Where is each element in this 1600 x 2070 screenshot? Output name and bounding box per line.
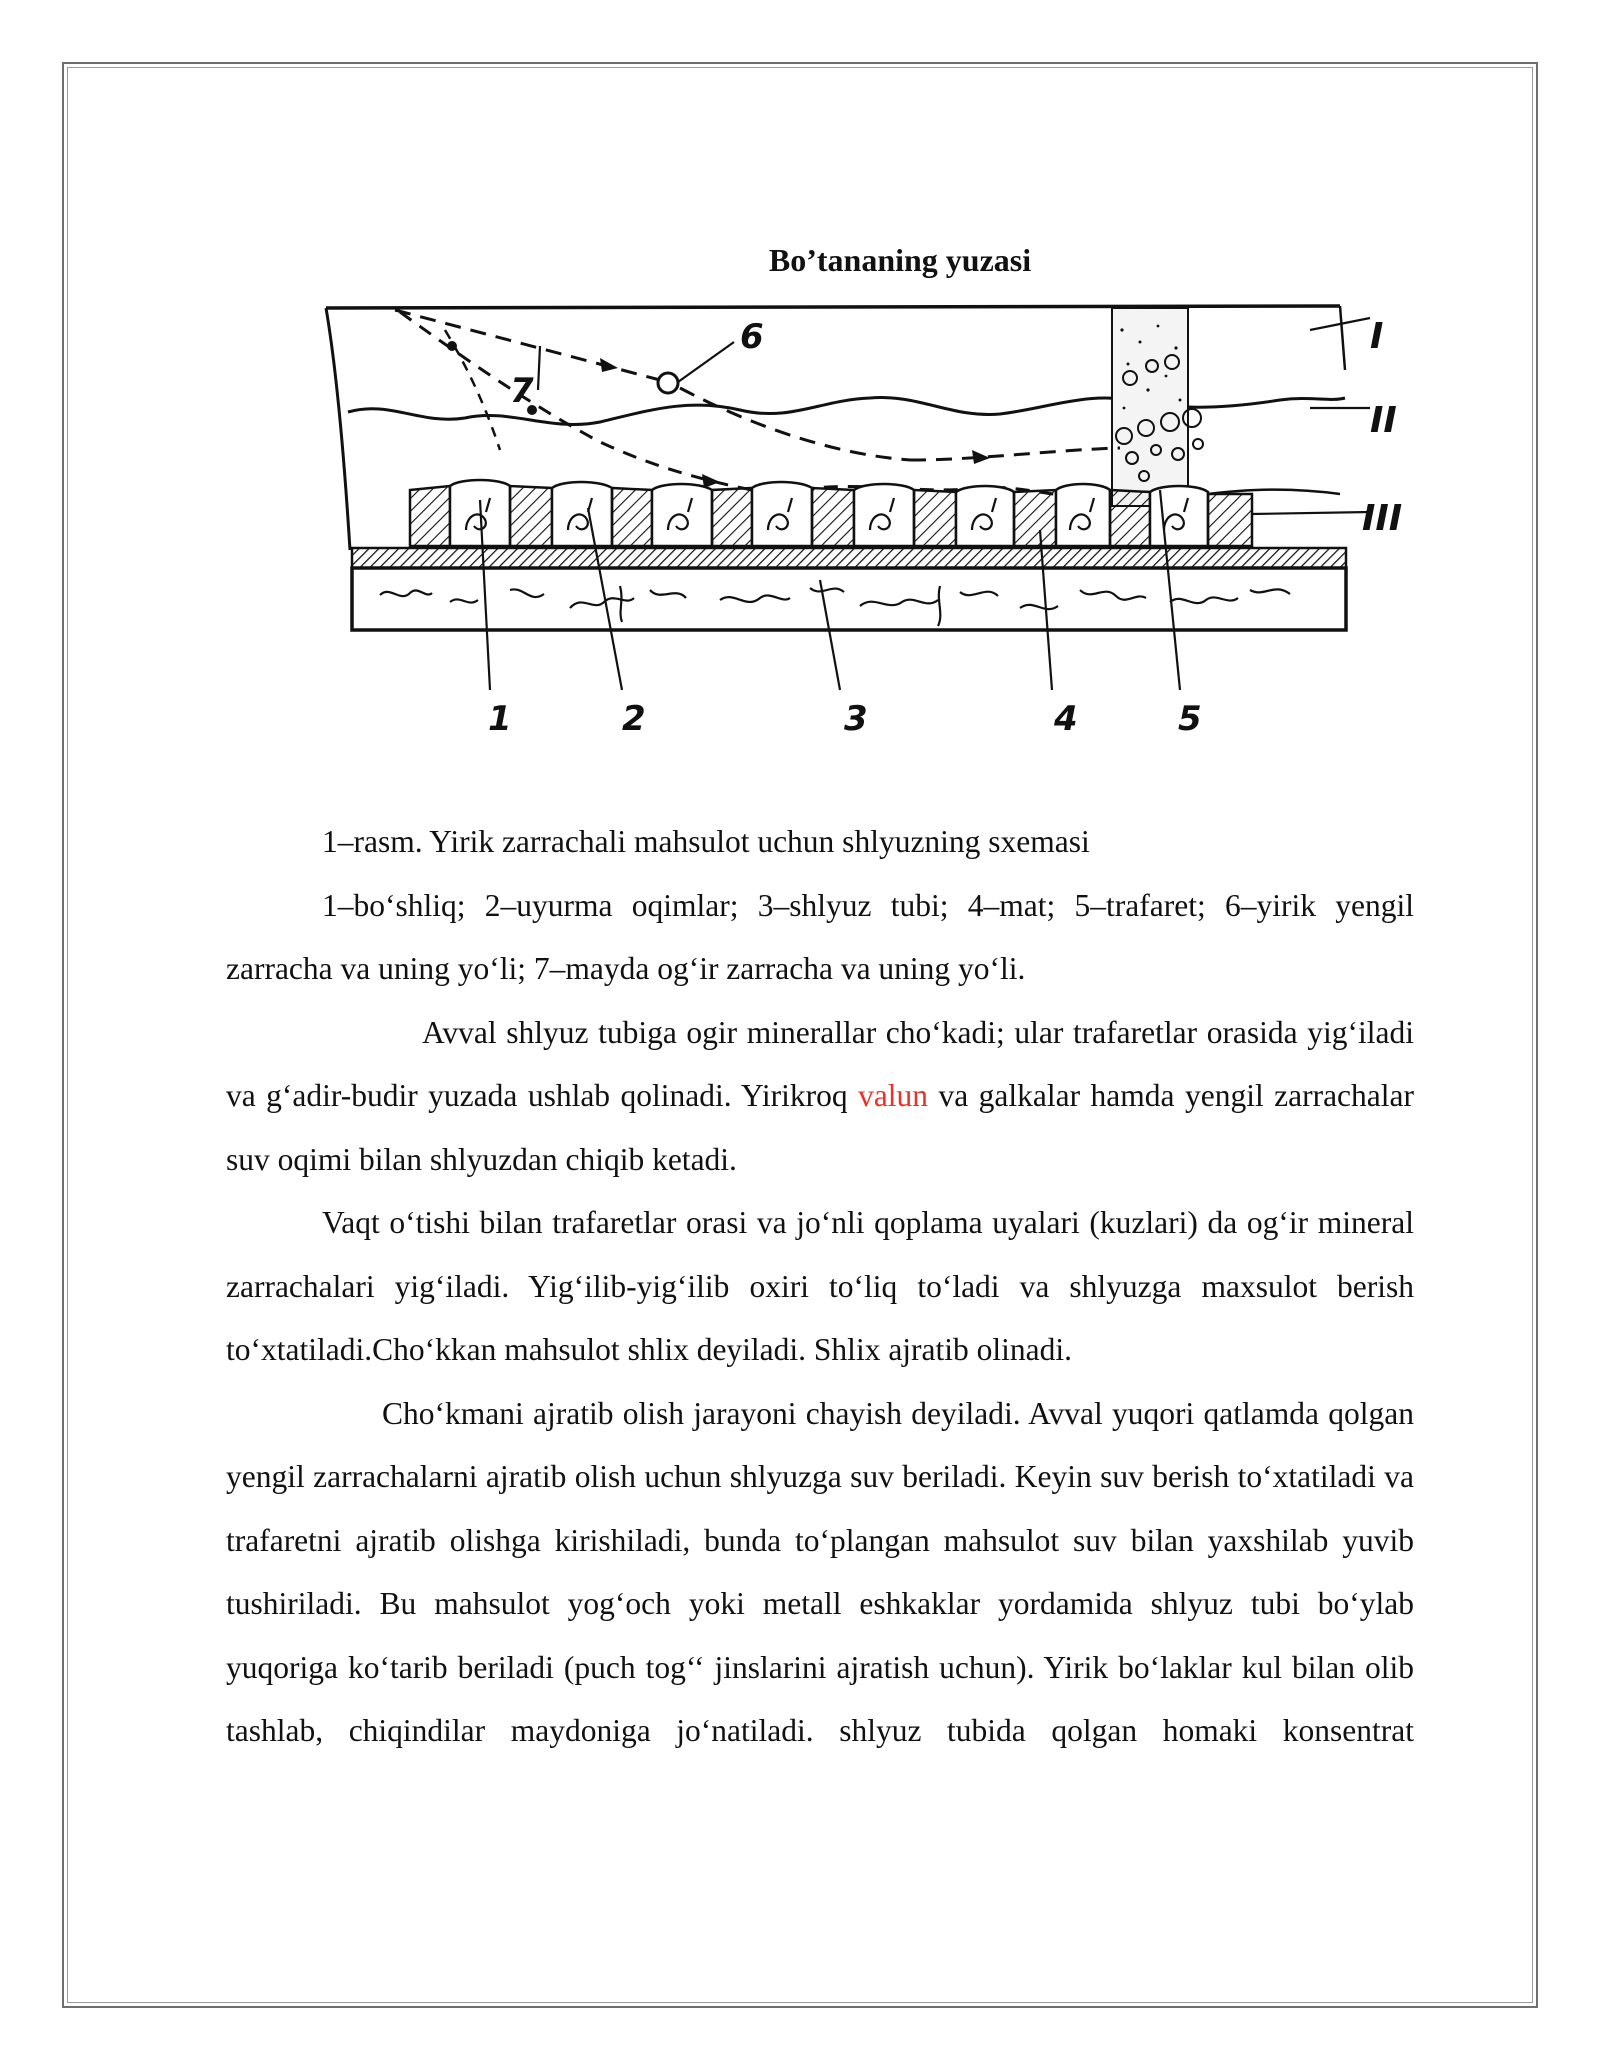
callout-3: 3: [844, 699, 868, 739]
highlighted-word: valun: [858, 1078, 929, 1113]
paragraph-1: [226, 1001, 1414, 1192]
paragraph-1-start: Avval shlyuz tubiga ogir minerallar cho‘kadi; ular trafaretlar orasida yig‘iladi va g‘adir-budir yuzada ushlab qolinadi. Yirikroq: [226, 1014, 1414, 1113]
callout-III: III: [1362, 498, 1403, 539]
callout-I: I: [1370, 316, 1384, 357]
layer-boundary-upper: [348, 398, 1345, 425]
callout-II: II: [1370, 400, 1397, 441]
callout-4: 4: [1054, 699, 1078, 739]
paragraph-1-end: va galkalar hamda yengil zarrachalar suv oqimi bilan shlyuzdan chiqib ketadi.: [226, 1078, 1414, 1177]
callout-2: 2: [622, 699, 646, 739]
sluice-bottom: [352, 568, 1346, 630]
callout-7: 7: [510, 371, 534, 411]
mat-layer: [352, 548, 1346, 568]
figure-legend: 1–bo‘shliq; 2–uyurma oqimlar; 3–shlyuz tubi; 4–mat; 5–trafaret; 6–yirik yengil zarracha va uning yo‘li; 7–mayda og‘ir zarracha va uning yo‘li.: [226, 887, 1414, 986]
callout-1: 1: [488, 699, 512, 739]
paragraph-3: Cho‘kmani ajratib olish jarayoni chayish deyiladi. Avval yuqori qatlamda qolgan yengil zarrachalarni ajratib olish uchun shlyuzga suv beriladi. Keyin suv berish to‘xtatiladi va trafaretni ajratib olishga kirishiladi, bunda to‘plangan mahsulot suv bilan yaxshilab yuvib tushiriladi. Bu mahsulot yog‘och yoki metall eshkaklar yordamida shlyuz tubi bo‘ylab yuqoriga ko‘tarib beriladi (puch tog‘‘ jinslarini ajratish uchun). Yirik bo‘laklar kul bilan olib tashlab, chiqindilar maydoniga jo‘natiladi. shlyuz tubida qolgan homaki konsentrat: [226, 1395, 1414, 1748]
paragraph-2: Vaqt o‘tishi bilan trafaretlar orasi va jo‘nli qoplama uyalari (kuzlari) da og‘ir mineral zarrachalari yig‘iladi. Yig‘ilib-yig‘ilib oxiri to‘liq to‘ladi va shlyuzga maxsulot berish to‘xtatiladi.Cho‘kkan mahsulot shlix deyiladi. Shlix ajratib olinadi.: [226, 1205, 1414, 1367]
sluice-diagram: [300, 290, 1403, 750]
riffle-blocks: [410, 480, 1252, 546]
callout-5: 5: [1178, 699, 1202, 739]
figure-caption: 1–rasm. Yirik zarrachali mahsulot uchun shlyuzning sxemasi: [322, 824, 1090, 859]
figure-title: Bo’tananing yuzasi: [768, 242, 1032, 278]
document-body: [226, 810, 1414, 1763]
callout-6: 6: [740, 317, 764, 357]
